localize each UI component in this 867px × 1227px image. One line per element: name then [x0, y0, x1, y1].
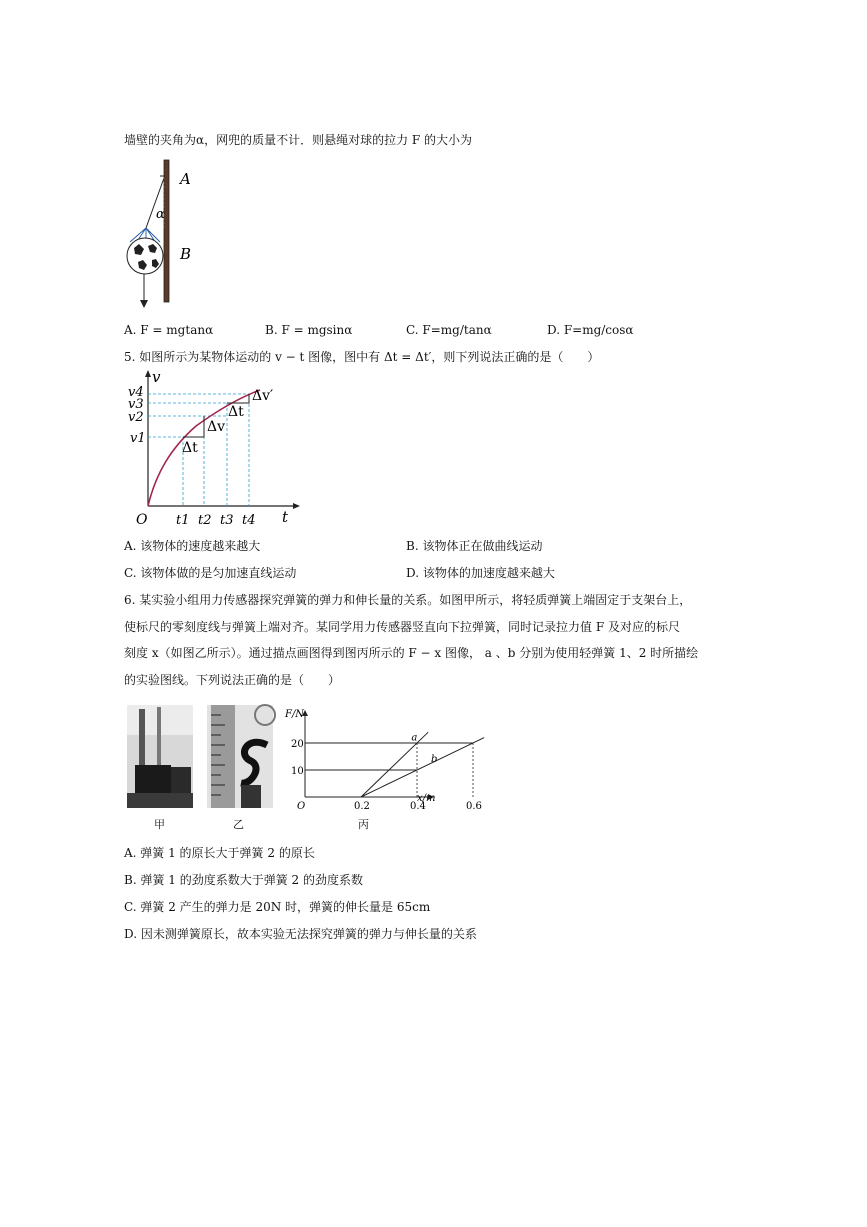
series-a-label: a: [411, 732, 418, 744]
photo-yi: [207, 705, 273, 808]
x-tick-label: 0.6: [466, 801, 482, 812]
y-tick-label: 10: [291, 766, 304, 777]
delta-v-label: Δv: [207, 419, 226, 435]
v-t-graph: [126, 368, 306, 530]
q5-option-d[interactable]: D. 该物体的加速度越来越大: [406, 566, 555, 580]
q4-option-a[interactable]: A. F = mgtanα: [124, 323, 214, 337]
v-axis-label: v: [152, 368, 161, 386]
ball: [127, 238, 163, 274]
t3-label: t3: [220, 513, 234, 528]
v2-label: v2: [128, 410, 144, 425]
delta-t-label-2: Δt: [228, 404, 244, 420]
photo-jia: [127, 705, 193, 808]
q6-stem-line-2: 使标尺的零刻度线与弹簧上端对齐。某同学用力传感器竖直向下拉弹簧，同时记录拉力值 F 及对应的标尺: [124, 620, 680, 634]
q6-stem-line-3: 刻度 x（如图乙所示）。通过描点画图得到图丙所示的 F − x 图像， a 、b 分别为使用轻弹簧 1、2 时所描绘: [124, 646, 699, 660]
y-tick-label: 20: [291, 739, 304, 750]
q6-option-d[interactable]: D. 因未测弹簧原长，故本实验无法探究弹簧的弹力与伸长量的关系: [124, 927, 477, 941]
delta-t-label-1: Δt: [182, 440, 198, 456]
t1-label: t1: [176, 513, 190, 528]
caption-jia: 甲: [154, 818, 165, 831]
q5-option-a[interactable]: A. 该物体的速度越来越大: [124, 539, 261, 553]
q5-option-b[interactable]: B. 该物体正在做曲线运动: [406, 539, 543, 553]
f-x-chart: [283, 703, 482, 813]
q6-stem-line-4: 的实验图线。下列说法正确的是（ ）: [124, 673, 341, 687]
q6-option-c[interactable]: C. 弹簧 2 产生的弹力是 20N 时，弹簧的伸长量是 65cm: [124, 900, 431, 914]
caption-bing: 丙: [358, 818, 369, 831]
series-b-label: b: [431, 753, 438, 765]
net-ball-wall-figure: [120, 158, 210, 308]
q5-option-c[interactable]: C. 该物体做的是匀加速直线运动: [124, 566, 297, 580]
q6-option-b[interactable]: B. 弹簧 1 的劲度系数大于弹簧 2 的劲度系数: [124, 873, 363, 887]
x-tick-label: 0.4: [410, 801, 426, 812]
v3-label: v3: [128, 397, 144, 412]
delta-triangle-1: [183, 416, 204, 437]
series-a-line: [361, 732, 428, 797]
t4-label: t4: [242, 513, 256, 528]
origin-label: O: [136, 512, 148, 528]
label-A: A: [180, 170, 191, 188]
q4-option-c[interactable]: C. F=mg/tanα: [406, 323, 492, 337]
label-alpha: α: [156, 207, 165, 222]
y-axis-label: F/N: [285, 709, 305, 720]
q6-option-a[interactable]: A. 弹簧 1 的原长大于弹簧 2 的原长: [124, 846, 315, 860]
x-axis-label: x/m: [417, 793, 436, 804]
q5-stem: 5. 如图所示为某物体运动的 v − t 图像，图中有 Δt = Δt′，则下列说法正确的是（ ）: [124, 350, 600, 364]
series-b-line: [361, 738, 484, 797]
q4-stem-tail: 墙壁的夹角为α，网兜的质量不计．则悬绳对球的拉力 F 的大小为: [124, 133, 473, 147]
x-tick-label: 0.2: [354, 801, 370, 812]
origin-label: O: [297, 801, 306, 812]
caption-yi: 乙: [233, 818, 244, 831]
label-B: B: [180, 245, 192, 263]
v1-label: v1: [130, 431, 146, 446]
q6-stem-line-1: 6. 某实验小组用力传感器探究弹簧的弹力和伸长量的关系。如图甲所示，将轻质弹簧上端固定于支架台上，: [124, 593, 692, 607]
q4-option-b[interactable]: B. F = mgsinα: [265, 323, 353, 337]
t-axis-label: t: [282, 508, 289, 526]
wall: [164, 160, 169, 302]
t2-label: t2: [198, 513, 212, 528]
v4-label: v4: [128, 385, 144, 400]
q4-option-d[interactable]: D. F=mg/cosα: [547, 323, 634, 337]
delta-v-prime-label: Δv′: [252, 388, 274, 404]
